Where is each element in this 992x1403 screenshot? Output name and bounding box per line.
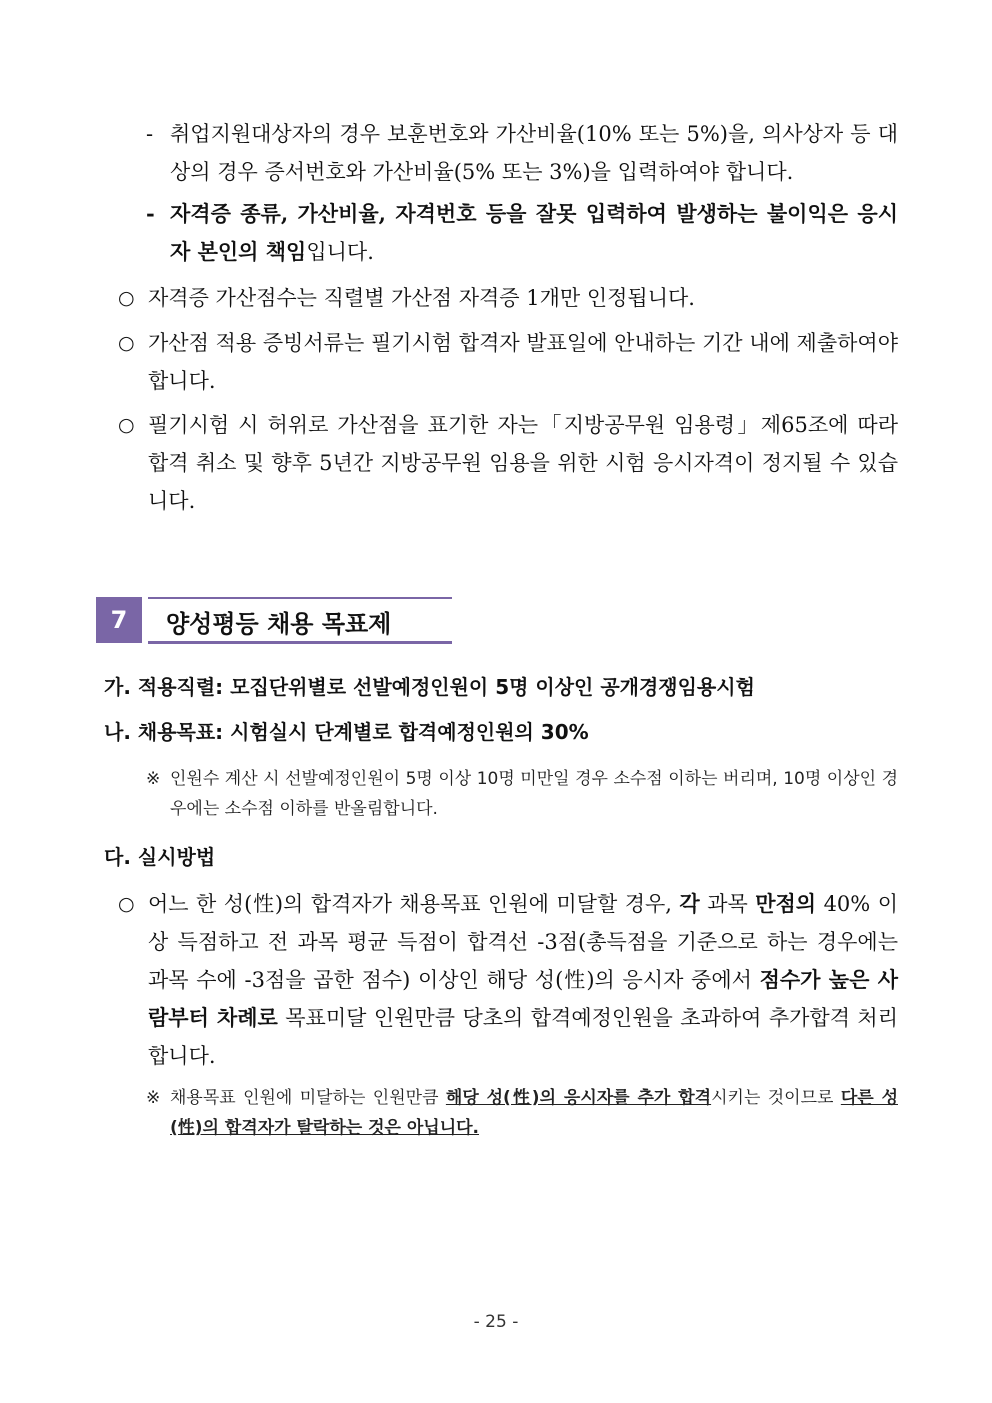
circle-bullet: ○	[118, 332, 135, 354]
dash-bullet: -	[146, 201, 155, 226]
text-run: 시키는 것이므로	[711, 1088, 841, 1108]
list-item-circle	[118, 406, 898, 520]
list-item-dash-bold	[146, 195, 898, 271]
section-heading	[96, 597, 452, 643]
page-number: - 25 -	[473, 1312, 519, 1332]
item-text: 필기시험 시 허위로 가산점을 표기한 자는「지방공무원 임용령」제65조에 따라 합격 취소 및 향후 5년간 지방공무원 임용을 위한 시험 응시자격이 정지될 수 있습니다.	[148, 413, 898, 513]
section-number: 7	[96, 597, 142, 643]
item-text	[146, 195, 898, 271]
text-run: 어느 한 성(性)의 합격자가 채용목표 인원에 미달할 경우,	[148, 892, 680, 916]
list-item-dash	[146, 115, 898, 191]
dash-bullet: -	[146, 122, 154, 146]
subheading-b: 나. 채용목표: 시험실시 단계별로 합격예정인원의 30%	[104, 720, 589, 744]
list-item-circle	[118, 279, 898, 317]
method-paragraph	[118, 885, 898, 1075]
circle-bullet: ○	[118, 893, 135, 915]
bold-text: 자격증 종류, 가산비율, 자격번호 등을 잘못 입력하여 발생하는 불이익은 응시자 본인의 책임	[170, 201, 898, 264]
bold-run: 각	[679, 891, 700, 916]
note-text	[146, 1083, 898, 1143]
text-run: 목표미달 인원만큼 당초의 합격예정인원을 초과하여 추가합격 처리합니다.	[148, 1006, 899, 1068]
text-run: 40% 이상 득점하고 전 과목 평균 득점이 합격선 -3점(총득점을 기준으로 하는 경우에는 과목 수에 -3점을 곱한 점수) 이상인 해당 성(性)의 응시자 중에서	[148, 892, 898, 992]
section-title: 양성평등 채용 목표제	[166, 610, 392, 638]
bold-run: 만점의	[755, 891, 817, 916]
item-text: 가산점 적용 증빙서류는 필기시험 합격자 발표일에 안내하는 기간 내에 제출하여야 합니다.	[148, 331, 898, 393]
note-rounding	[146, 764, 898, 824]
reference-mark: ※	[146, 769, 161, 789]
bold-run: 점수가 높은 사람부터 차례로	[148, 967, 898, 1030]
circle-bullet: ○	[118, 414, 135, 436]
item-text: 취업지원대상자의 경우 보훈번호와 가산비율(10% 또는 5%)을, 의사상자 등 대상의 경우 증서번호와 가산비율(5% 또는 3%)을 입력하여야 합니다.	[170, 122, 898, 184]
circle-bullet: ○	[118, 287, 135, 309]
section-title-box	[148, 597, 452, 644]
underlined-run: 다른 성(性)의 합격자가 탈락하는 것은 아닙니다.	[170, 1088, 898, 1138]
text-run: 채용목표 인원에 미달하는 인원만큼	[170, 1088, 446, 1108]
underlined-run: 해당 성(性)의 응시자를 추가 합격	[445, 1088, 712, 1108]
subheading-a: 가. 적용직렬: 모집단위별로 선발예정인원이 5명 이상인 공개경쟁임용시험	[104, 675, 755, 699]
subheading-c: 다. 실시방법	[104, 845, 216, 869]
reference-mark: ※	[146, 1088, 161, 1108]
method-text	[118, 885, 898, 1075]
list-item-circle	[118, 324, 898, 400]
text-tail: 입니다.	[306, 240, 374, 264]
note-text: 인원수 계산 시 선발예정인원이 5명 이상 10명 미만일 경우 소수점 이하는 버리며, 10명 이상인 경우에는 소수점 이하를 반올림합니다.	[170, 769, 898, 819]
note-additional-pass	[146, 1083, 898, 1143]
item-text: 자격증 가산점수는 직렬별 가산점 자격증 1개만 인정됩니다.	[148, 286, 695, 310]
text-run: 과목	[699, 892, 756, 916]
